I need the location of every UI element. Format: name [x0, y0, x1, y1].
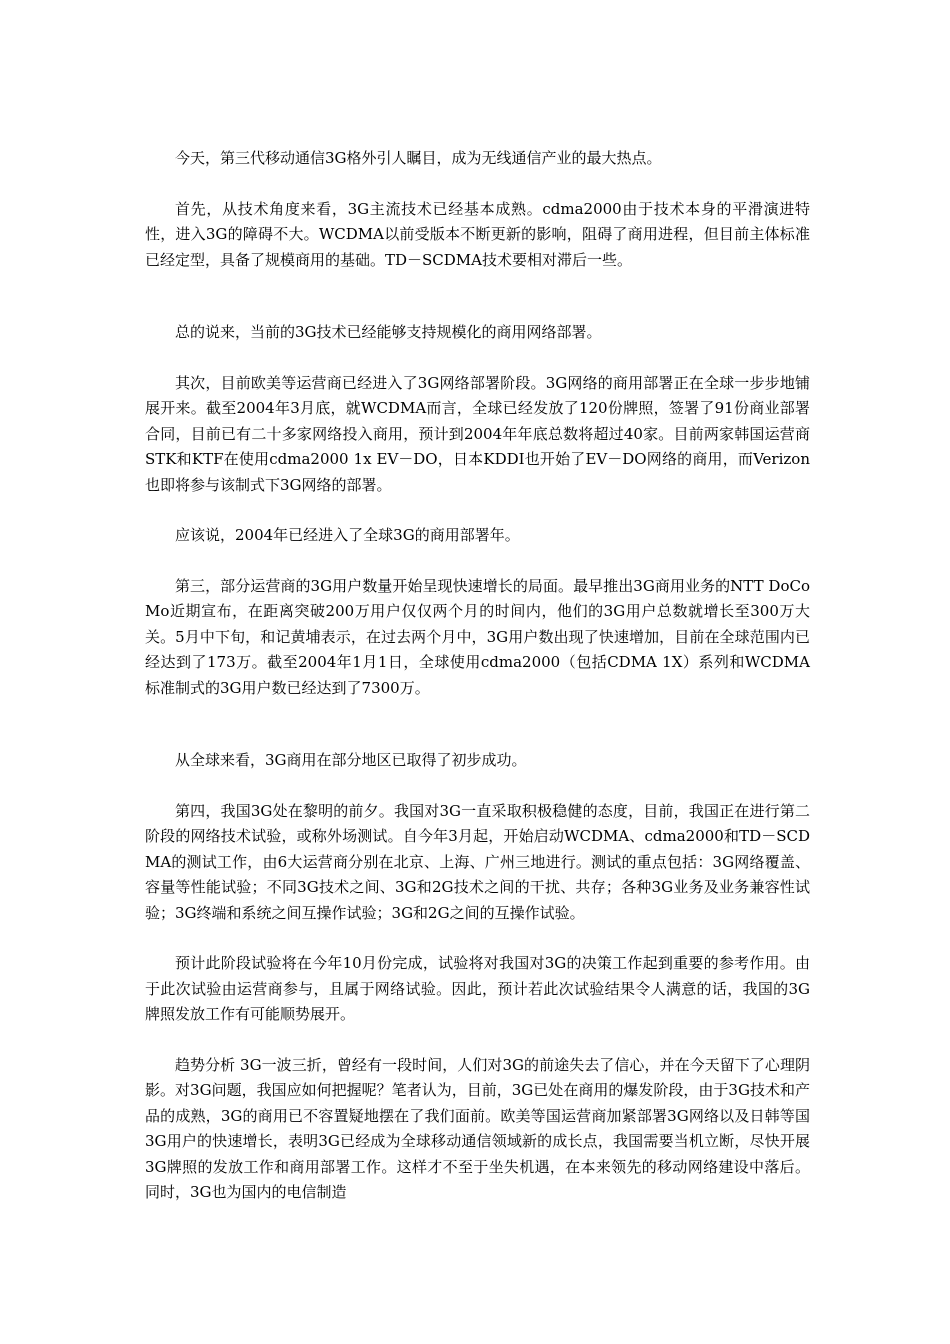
paragraph-trial-outlook: 预计此阶段试验将在今年10月份完成，试验将对我国对3G的决策工作起到重要的参考作用。由于此次试验由运营商参与，且属于网络试验。因此，预计若此次试验结果令人满意的话，我国的3G牌照发放工作有可能顺势展开。 — [145, 954, 810, 1023]
paragraph-global-summary: 从全球来看，3G商用在部分地区已取得了初步成功。 — [175, 751, 527, 769]
paragraph-deployment: 其次，目前欧美等运营商已经进入了3G网络部署阶段。3G网络的商用部署正在全球一步步地铺展开来。截至2004年3月底，就WCDMA而言，全球已经发放了120份牌照，签署了91份商业部署合同，目前已有二十多家网络投入商用，预计到2004年年底总数将超过40家。目前两家韩国运营商STK和KTF在使用cdma2000 1x EV－DO，日本KDDI也开始了EV－DO网络的商用，而Verizon也即将参与该制式下3G网络的部署。 — [145, 373, 810, 494]
paragraph-china-trials: 第四，我国3G处在黎明的前夕。我国对3G一直采取积极稳健的态度，目前，我国正在进行第二阶段的网络技术试验，或称外场测试。自今年3月起，开始启动WCDMA、cdma2000和TD－SCDMA的测试工作，由6大运营商分别在北京、上海、广州三地进行。测试的重点包括：3G网络覆盖、容量等性能试验；不同3G技术之间、3G和2G技术之间的干扰、共存；各种3G业务及业务兼容性试验；3G终端和系统之间互操作试验；3G和2G之间的互操作试验。 — [145, 801, 810, 922]
document-body — [145, 146, 810, 1231]
paragraph-intro: 今天，第三代移动通信3G格外引人瞩目，成为无线通信产业的最大热点。 — [175, 149, 662, 167]
paragraph-trend-analysis: 趋势分析 3G一波三折，曾经有一段时间，人们对3G的前途失去了信心，并在今天留下了心理阴影。对3G问题，我国应如何把握呢？笔者认为，目前，3G已处在商用的爆发阶段，由于3G技术和产品的成熟，3G的商用已不容置疑地摆在了我们面前。欧美等国运营商加紧部署3G网络以及日韩等国3G用户的快速增长，表明3G已经成为全球移动通信领域新的成长点，我国需要当机立断，尽快开展3G牌照的发放工作和商用部署工作。这样才不至于坐失机遇，在本来领先的移动网络建设中落后。同时，3G也为国内的电信制造 — [145, 1055, 810, 1201]
paragraph-deployment-summary: 应该说，2004年已经进入了全球3G的商用部署年。 — [175, 526, 520, 544]
paragraph-technology-summary: 总的说来，当前的3G技术已经能够支持规模化的商用网络部署。 — [175, 323, 602, 341]
paragraph-user-growth: 第三，部分运营商的3G用户数量开始呈现快速增长的局面。最早推出3G商用业务的NTT DoCoMo近期宣布，在距离突破200万用户仅仅两个月的时间内，他们的3G用户总数就增长至300万大关。5月中下旬，和记黄埔表示，在过去两个月中，3G用户数出现了快速增加，目前在全球范围内已经达到了173万。截至2004年1月1日，全球使用cdma2000（包括CDMA 1X）系列和WCDMA标准制式的3G用户数已经达到了7300万。 — [145, 576, 810, 697]
paragraph-technology: 首先，从技术角度来看，3G主流技术已经基本成熟。cdma2000由于技术本身的平滑演进特性，进入3G的障碍不大。WCDMA以前受版本不断更新的影响，阻碍了商用进程，但目前主体标准已经定型，具备了规模商用的基础。TD－SCDMA技术要相对滞后一些。 — [145, 199, 810, 269]
